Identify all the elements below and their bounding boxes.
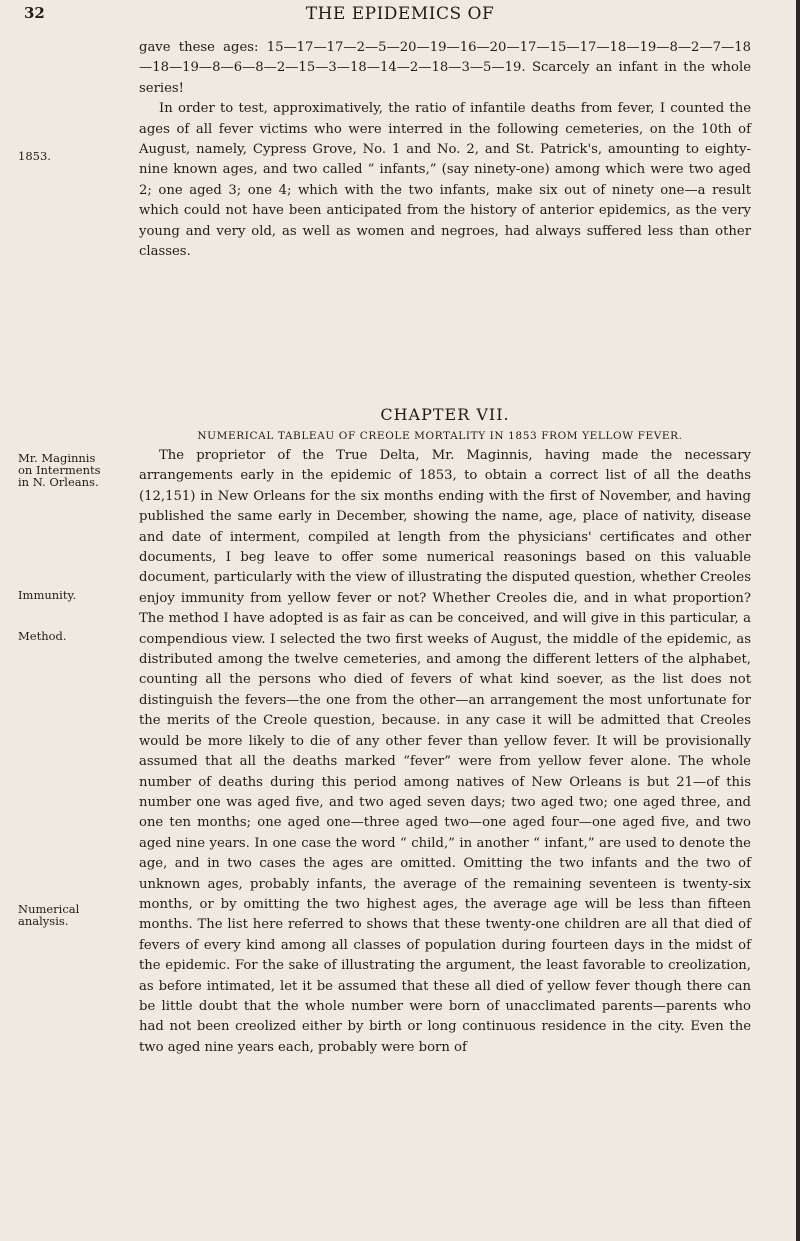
- margin-note-line: Mr. Maginnis: [18, 451, 96, 465]
- page-header: [0, 4, 800, 30]
- chapter-subtitle: NUMERICAL TABLEAU OF CREOLE MORTALITY IN 1853 FROM YELLOW FEVER.: [197, 430, 683, 442]
- paragraph: The proprietor of the True Delta, Mr. Maginnis, having made the necessary arrangements early in the epidemic of 1853, to obtain a correct list of all the deaths (12,151) in New Orleans for the six months ending with the first of November, and having published the same early in December, showing the name, age, place of nativity, disease and date of interment, compiled at length from the physicians' certificates and other documents, I beg leave to offer some numerical reasonings based on this valuable document, particularly with the view of illustrating the disputed question, whether Creoles enjoy immunity from yellow fever or not? Whether Creoles die, and in what proportion? The method I have adopted is as fair as can be conceived, and will give in this particular, a compendious view. I selected the two first weeks of August, the middle of the epidemic, as distributed among the twelve cemeteries, and among the different letters of the alphabet, counting all the persons who died of fevers of what kind soever, as the list does not distinguish the fevers—the one from the other—an arrangement the most unfortunate for the merits of the Creole question, because. in any case it will be admitted that Creoles would be more likely to die of any other fever than yellow fever. It will be provisionally assumed that all the deaths marked “fever” were from yellow fever alone. The whole number of deaths during this period among natives of New Orleans is but 21—of this number one was aged five, and two aged seven days; two aged two; one aged three, and one ten months; one aged one—three aged two—one aged four—one aged five, and two aged nine years. In one case the word “ child,” in another “ infant,” are used to denote the age, and in two cases the ages are omitted. Omitting the two infants and the two of unknown ages, probably infants, the average of the remaining seventeen is twenty-six months, or by omitting the two highest ages, the average age will be less than fifteen months. The list here referred to shows that these twenty-one children are all that died of fevers of every kind among all classes of population during fourteen days in the midst of the epidemic. For the sake of illustrating the argument, the least favorable to creolization, as before intimated, let it be assumed that these all died of yellow fever though there can be little doubt that the whole number were born of unacclimated parents—parents who had not been creolized either by birth or long continuous residence in the city. Even the two aged nine years each, probably were born of: [139, 448, 751, 1055]
- margin-note-line: Numerical: [18, 902, 80, 916]
- margin-note-maginnis: [18, 452, 136, 488]
- chapter-title: CHAPTER VII.: [380, 405, 510, 424]
- text-block-1: [139, 38, 751, 262]
- paragraph: In order to test, approximatively, the ratio of infantile deaths from fever, I counted the ages of all fever victims who were interred in the following cemeteries, on the 10th of August, namely, Cypress Grove, No. 1 and No. 2, and St. Patrick's, amounting to eighty-nine known ages, and two called “ infants,” (say ninety-one) among which were two aged 2; one aged 3; one 4; which with the two infants, make six out of ninety one—a result which could not have been anticipated from the history of anterior epidemics, as the very young and very old, as well as women and negroes, had always suffered less than other classes.: [139, 101, 751, 260]
- text-block-2: [139, 446, 751, 1058]
- page-edge-shadow: [796, 0, 800, 1241]
- margin-note-line: analysis.: [18, 914, 69, 928]
- margin-note-method: Method.: [18, 629, 67, 643]
- margin-note-year: 1853.: [18, 149, 51, 163]
- page-number: 32: [24, 4, 45, 22]
- margin-note-line: on Interments: [18, 463, 101, 477]
- margin-note-immunity: Immunity.: [18, 588, 77, 602]
- margin-note-numerical: [18, 903, 136, 927]
- margin-note-line: in N. Orleans.: [18, 475, 99, 489]
- paragraph: gave these ages: 15—17—17—2—5—20—19—16—20—17—15—17—18—19—8—2—7—18—18—19—8—6—8—2—15—3—18—14—2—18—3—5—19. Scarcely an infant in the whole series!: [139, 40, 751, 96]
- running-title: THE EPIDEMICS OF: [305, 4, 495, 24]
